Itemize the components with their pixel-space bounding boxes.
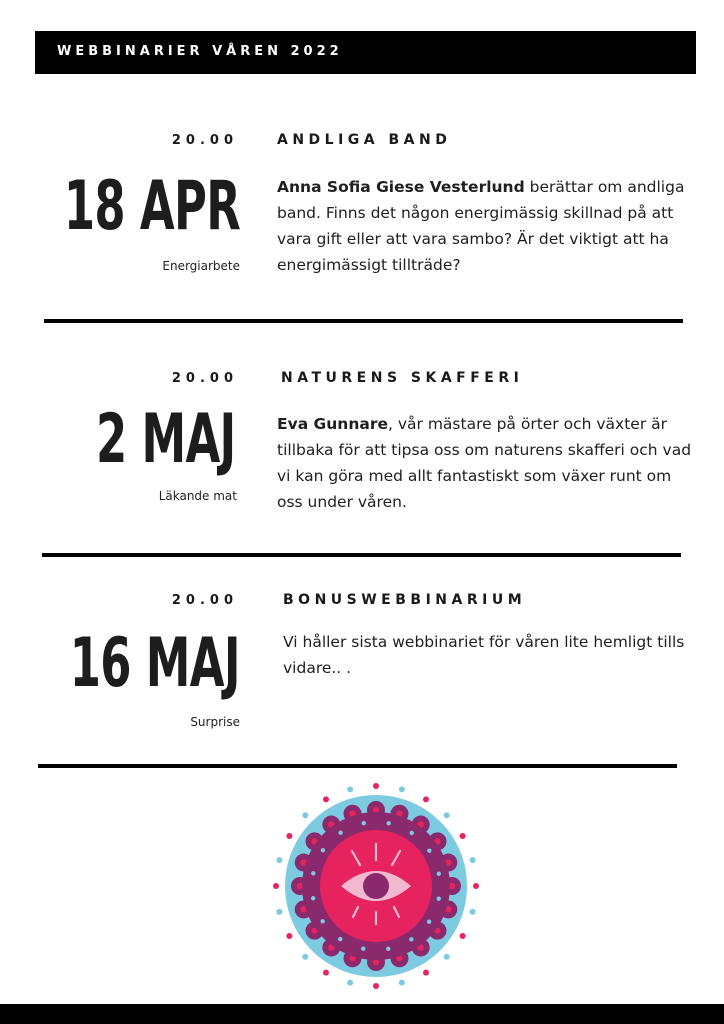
event-title: NATURENS SKAFFERI	[281, 370, 524, 386]
mandala-dot	[347, 786, 353, 792]
event-title: ANDLIGA BAND	[277, 132, 452, 148]
footer-bar	[0, 1004, 724, 1024]
mandala-inner-dot	[410, 831, 414, 835]
mandala-dot	[373, 983, 379, 989]
event-speaker: Anna Sofia Giese Vesterlund	[277, 178, 525, 196]
mandala-inner-dot	[362, 821, 366, 825]
event-category: Läkande mat	[158, 489, 237, 503]
mandala-inner-dot	[361, 947, 365, 951]
mandala-inner-dot	[409, 937, 413, 941]
mandala-inner-dot	[427, 920, 431, 924]
mandala-dot	[373, 783, 379, 789]
mandala-inner-dot	[338, 830, 342, 834]
event-speaker: Eva Gunnare	[277, 415, 388, 433]
mandala-dot	[423, 796, 429, 802]
event-description: Vi håller sista webbinariet för våren lite hemligt tills vidare.. .	[283, 633, 685, 677]
event-date: 16 MAJ	[69, 624, 240, 703]
mandala-dot	[276, 909, 282, 915]
mandala-dot	[423, 970, 429, 976]
mandala-dot	[460, 833, 466, 839]
event-description-text: , vår mästare på örter och växter är tillbaka för att tipsa oss om naturens skafferi och vad vi kan göra med allt fantastiskt som växer runt om oss under våren.	[277, 415, 692, 511]
mandala-dot	[473, 883, 479, 889]
mandala-dot	[399, 980, 405, 986]
divider	[44, 319, 683, 323]
divider	[38, 764, 677, 768]
event-time: 20.00	[171, 593, 238, 608]
event-date: 2 MAJ	[96, 400, 236, 479]
mandala-inner-dot	[320, 919, 324, 923]
event-time: 20.00	[171, 133, 238, 148]
mandala-dot	[470, 857, 476, 863]
mandala-inner-dot	[437, 897, 441, 901]
event-description	[277, 411, 697, 515]
mandala-dot	[273, 883, 279, 889]
mandala-inner-dot	[387, 821, 391, 825]
mandala-dot	[460, 933, 466, 939]
mandala-inner-dot	[311, 896, 315, 900]
event-description-text: berättar om andliga band. Finns det någon energimässig skillnad på att vara gift eller att vara sambo? Är det viktigt att ha energimässigt tillträde?	[277, 178, 685, 274]
mandala-dot	[323, 796, 329, 802]
event-title: BONUSWEBBINARIUM	[283, 592, 527, 608]
mandala-dot	[444, 812, 450, 818]
page-title: WEBBINARIER VÅREN 2022	[57, 44, 343, 59]
event-time: 20.00	[171, 371, 238, 386]
mandala-eye-icon	[271, 781, 481, 991]
event-date: 18 APR	[63, 167, 240, 246]
mandala-dot	[286, 833, 292, 839]
header-bar	[35, 31, 696, 74]
mandala-dot	[399, 786, 405, 792]
mandala-dot	[276, 857, 282, 863]
mandala-dot	[286, 933, 292, 939]
mandala-dot	[444, 954, 450, 960]
mandala-dot	[323, 970, 329, 976]
mandala-dot	[302, 812, 308, 818]
mandala-inner-dot	[338, 937, 342, 941]
mandala-dot	[302, 954, 308, 960]
eye-pupil	[363, 873, 389, 899]
mandala-inner-dot	[386, 947, 390, 951]
mandala-inner-dot	[427, 848, 431, 852]
mandala-dot	[347, 980, 353, 986]
event-category: Energiarbete	[162, 259, 240, 273]
mandala-inner-dot	[321, 848, 325, 852]
event-description	[277, 174, 697, 278]
event-category: Surprise	[190, 715, 240, 729]
divider	[42, 553, 681, 557]
mandala-dot	[470, 909, 476, 915]
mandala-inner-dot	[437, 872, 441, 876]
mandala-inner-dot	[311, 871, 315, 875]
